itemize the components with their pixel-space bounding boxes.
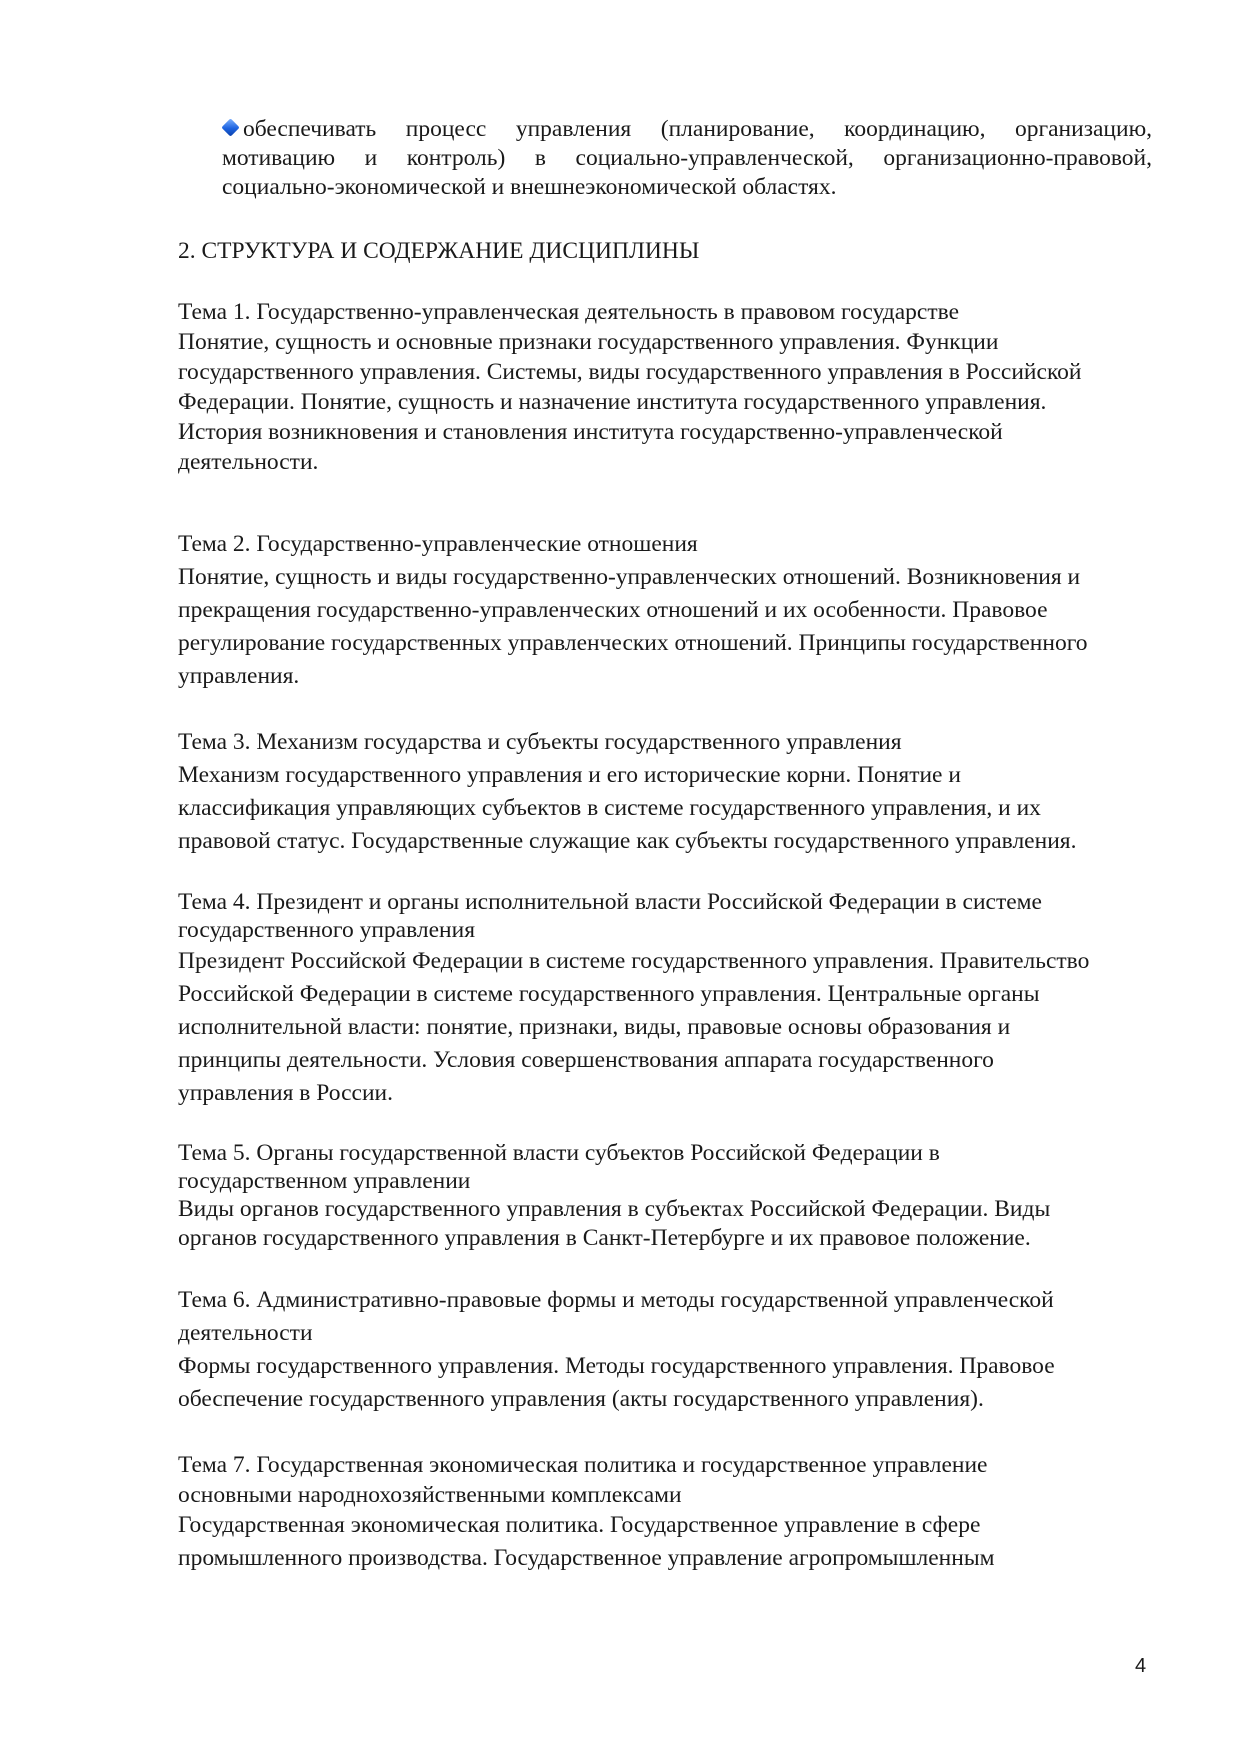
topic-7-title: основными народнохозяйственными комплексами (178, 1482, 682, 1508)
page-number: 4 (1135, 1655, 1147, 1677)
topic-4-body-line: принципы деятельности. Условия совершенствования аппарата государственного (178, 1047, 994, 1073)
topic-6-body-line: Формы государственного управления. Методы государственного управления. Правовое (178, 1353, 1055, 1379)
topic-1-body-line: государственного управления. Системы, виды государственного управления в Российской (178, 359, 1082, 385)
topic-6-title: деятельности (178, 1320, 313, 1346)
topic-7-title: Тема 7. Государственная экономическая политика и государственное управление (178, 1452, 988, 1478)
topic-5-body-line: органов государственного управления в Санкт-Петербурге и их правовое положение. (178, 1225, 1031, 1251)
topic-4-title: государственного управления (178, 917, 475, 943)
topic-2-body-line: управления. (178, 663, 300, 689)
topic-4-body-line: Российской Федерации в системе государственного управления. Центральные органы (178, 981, 1040, 1007)
intro-bullet-text: обеспечивать процесс управления (планирование, координацию, организацию, мотивацию и контроль) в социально-управленческой, организационно-правовой, социально-экономической и внешнеэкономической областях. (222, 116, 1152, 200)
topic-7-body-line: Государственная экономическая политика. Государственное управление в сфере (178, 1512, 981, 1538)
topic-6-title: Тема 6. Административно-правовые формы и методы государственной управленческой (178, 1287, 1054, 1313)
topic-4-body-line: исполнительной власти: понятие, признаки, виды, правовые основы образования и (178, 1014, 1011, 1040)
intro-bullet (222, 115, 1152, 202)
topic-3-title: Тема 3. Механизм государства и субъекты государственного управления (178, 729, 902, 755)
topic-1-body-line: Федерации. Понятие, сущность и назначение института государственного управления. (178, 389, 1047, 415)
topic-1-body-line: деятельности. (178, 449, 319, 475)
diamond-bullet-icon (221, 118, 239, 136)
topic-2-title: Тема 2. Государственно-управленческие отношения (178, 531, 698, 557)
topic-7-body-line: промышленного производства. Государственное управление агропромышленным (178, 1545, 995, 1571)
section-heading: 2. СТРУКТУРА И СОДЕРЖАНИЕ ДИСЦИПЛИНЫ (178, 238, 700, 264)
topic-3-body-line: Механизм государственного управления и его исторические корни. Понятие и (178, 762, 961, 788)
topic-5-title: Тема 5. Органы государственной власти субъектов Российской Федерации в (178, 1140, 940, 1166)
topic-2-body-line: Понятие, сущность и виды государственно-управленческих отношений. Возникновения и (178, 564, 1081, 590)
topic-1-body-line: Понятие, сущность и основные признаки государственного управления. Функции (178, 329, 999, 355)
topic-4-body-line: Президент Российской Федерации в системе государственного управления. Правительство (178, 948, 1090, 974)
topic-3-body-line: правовой статус. Государственные служащие как субъекты государственного управления. (178, 828, 1077, 854)
topic-1-body-line: История возникновения и становления института государственно-управленческой (178, 419, 1003, 445)
topic-5-body-line: Виды органов государственного управления в субъектах Российской Федерации. Виды (178, 1196, 1051, 1222)
topic-4-body-line: управления в России. (178, 1080, 393, 1106)
topic-2-body-line: регулирование государственных управленческих отношений. Принципы государственного (178, 630, 1088, 656)
topic-3-body-line: классификация управляющих субъектов в системе государственного управления, и их (178, 795, 1041, 821)
topic-5-title: государственном управлении (178, 1168, 471, 1194)
topic-6-body-line: обеспечение государственного управления (акты государственного управления). (178, 1386, 984, 1412)
topic-4-title: Тема 4. Президент и органы исполнительной власти Российской Федерации в системе (178, 889, 1042, 915)
topic-1-title: Тема 1. Государственно-управленческая деятельность в правовом государстве (178, 299, 960, 325)
topic-2-body-line: прекращения государственно-управленческих отношений и их особенности. Правовое (178, 597, 1048, 623)
